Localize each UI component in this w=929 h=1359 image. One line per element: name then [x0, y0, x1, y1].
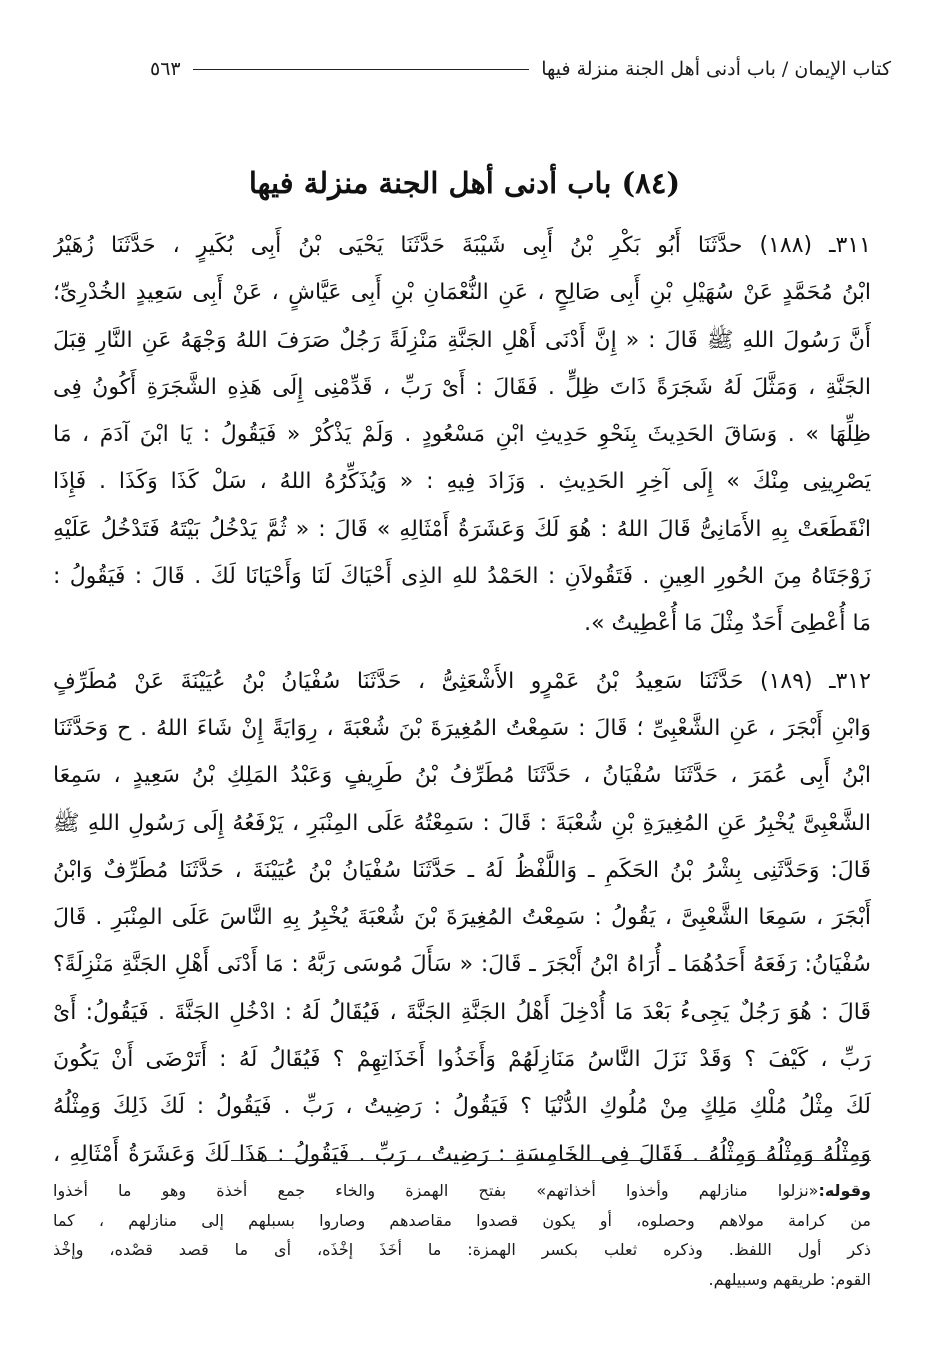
running-header	[150, 52, 891, 86]
text-line: ابْنُ أَبِى عُمَرَ ، حَدَّثَنَا سُفْيَانُ ، حَدَّثَنَا مُطَرِّفُ بْنُ طَرِيفٍ وَعَبْدُ المَلِكِ بْنُ سَعِيدٍ ، سَمِعَا	[53, 763, 871, 789]
text-line: انْقَطَعَتْ بِهِ الأَمَانِىُّ قَالَ اللهُ : هُوَ لَكَ وَعَشَرَةُ أَمْثَالِهِ » قَالَ : « ثُمَّ يَدْخُلُ بَيْتَهُ فَتَدْخُلُ عَلَيْهِ	[53, 516, 871, 542]
text-line: أَنَّ رَسُولَ اللهِ ﷺ قَالَ : « إِنَّ أَدْنَى أَهْلِ الجَنَّةِ مَنْزِلَةً رَجُلٌ صَرَفَ اللهُ وَجْهَهُ عَنِ النَّارِ قِبَلَ	[53, 327, 871, 353]
hadith-311	[53, 222, 871, 648]
footnote	[53, 1176, 871, 1294]
text-line: ابْنُ مُحَمَّدٍ عَنْ سُهَيْلِ بْنِ أَبِى صَالِحٍ ، عَنِ النُّعْمَانِ بْنِ أَبِى عَيَّاشٍ ، عَنْ أَبِى سَعِيدٍ الخُدْرِىِّ؛	[53, 280, 871, 306]
footnote-lead: وقوله:	[818, 1181, 871, 1200]
text-line: وَابْنِ أَبْجَرَ ، عَنِ الشَّعْبِىِّ ؛ قَالَ : سَمِعْتُ المُغِيرَةَ بْنَ شُعْبَةَ ، رِوَايَةً إِنْ شَاءَ اللهُ . ح وَحَدَّثَنَا	[53, 715, 871, 741]
hadith-312	[53, 658, 871, 1178]
text-line: الجَنَّةِ ، وَمَثَّلَ لَهُ شَجَرَةً ذَاتَ ظِلٍّ . فَقَالَ : أَىْ رَبِّ ، قَدِّمْنِى إِلَى هَذِهِ الشَّجَرَةِ أَكُونُ فِى	[53, 374, 871, 400]
text-line: زَوْجَتَاهُ مِنَ الحُورِ العِينِ . فَتَقُولاَنِ : الحَمْدُ للهِ الذِى أَحْيَاكَ لَنَا وَأَحْيَانَا لَكَ . قَالَ : فَيَقُولُ :	[53, 564, 871, 590]
footnote-line: ذكر أول اللفظ. وذكره ثعلب بكسر الهمزة: ما أخَذَ إخْذَه، أى ما قصد قصْده، وإخْذ	[53, 1240, 871, 1259]
text-line: ٣١١ـ (١٨٨) حدَّثَنَا أَبُو بَكْرِ بْنُ أَبِى شَيْبَةَ حَدَّثَنَا يَحْيَى بْنُ أَبِى بُكَيرٍ ، حَدَّثَنَا زُهَيْرُ	[53, 233, 871, 258]
footnote-line: من كرامة مولاهم وحصلوه، أو يكون قصدوا مقاصدهم وصاروا بسبلهم إلى منازلهم ، كما	[53, 1210, 871, 1230]
footnote-line	[53, 1176, 871, 1206]
chapter-title: (٨٤) باب أدنى أهل الجنة منزلة فيها	[248, 166, 681, 200]
text-line: ظِلِّهَا » . وَسَاقَ الحَدِيثَ بِنَحْوِ حَدِيثِ ابْنِ مَسْعُودٍ . وَلَمْ يَذْكُرْ « فَيَقُولُ : يَا ابْنَ آدَمَ ، مَا	[53, 422, 871, 448]
header-rule	[193, 69, 530, 70]
footnote-text: «نزلوا منازلهم وأخذوا أخذاتهم» بفتح الهمزة والخاء جمع أخذة وهو ما أخذوا	[53, 1181, 819, 1200]
text-line: قَالَ : هُوَ رَجُلٌ يَجِىءُ بَعْدَ مَا أُدْخِلَ أَهْلُ الجَنَّةِ الجَنَّةَ ، فَيُقَالُ لَهُ : ادْخُلِ الجَنَّةَ . فَيَقُولُ: أَىْ	[53, 999, 871, 1025]
footnote-line: القوم: طريقهم وسبيلهم.	[708, 1269, 871, 1289]
text-line: رَبِّ ، كَيْفَ ؟ وَقَدْ نَزَلَ النَّاسُ مَنَازِلَهُمْ وَأَخَذُوا أَخَذَاتِهِمْ ؟ فَيُقَالُ لَهُ : أَتَرْضَى أَنْ يَكُونَ	[53, 1047, 871, 1073]
text-line: ٣١٢ـ (١٨٩) حَدَّثَنَا سَعِيدُ بْنُ عَمْرٍو الأَشْعَثِىُّ ، حَدَّثَنَا سُفْيَانُ بْنُ عُيَيْنَةَ عَنْ مُطَرِّفٍ	[53, 668, 871, 694]
running-title: كتاب الإيمان / باب أدنى أهل الجنة منزلة فيها	[541, 58, 891, 80]
text-line: أَبْجَرَ ، سَمِعَا الشَّعْبِىَّ ، يَقُولُ : سَمِعْتُ المُغِيرَةَ بْنَ شُعْبَةَ يُخْبِرُ بِهِ النَّاسَ عَلَى المِنْبَرِ . قَالَ	[53, 905, 871, 931]
text-line: مَا أُعْطِىَ أَحَدٌ مِثْلَ مَا أُعْطِيتُ ».	[584, 611, 871, 637]
page-number: ٥٦٣	[150, 58, 181, 80]
text-line: لَكَ مِثْلُ مُلْكِ مَلِكٍ مِنْ مُلُوكِ الدُّنْيَا ؟ فَيَقُولُ : رَضِيتُ ، رَبِّ . فَيَقُولُ : لَكَ ذَلِكَ وَمِثْلُهُ	[53, 1094, 871, 1120]
text-line: الشَّعْبِىَّ يُخْبِرُ عَنِ المُغِيرَةِ بْنِ شُعْبَةَ : قَالَ : سَمِعْتُهُ عَلَى المِنْبَرِ ، يَرْفَعُهُ إِلَى رَسُولِ اللهِ ﷺ	[53, 810, 871, 836]
text-line: وَمِثْلُهُ وَمِثْلُهُ وَمِثْلُهُ . فَقَالَ فِى الخَامِسَةِ : رَضِيتُ ، رَبِّ . فَيَقُولُ : هَذَا لَكَ وَعَشَرَةُ أَمْثَالِهِ ،	[53, 1141, 871, 1167]
text-line: يَصْرِينِى مِنْكَ » إِلَى آخِرِ الحَدِيثِ . وَزَادَ فِيهِ : « وَيُذَكِّرُهُ اللهُ ، سَلْ كَذَا وَكَذَا . فَإِذَا	[53, 469, 871, 495]
text-line: سُفْيَانُ: رَفَعَهُ أَحَدُهُمَا ـ أُرَاهُ ابْنُ أَبْجَرَ ـ قَالَ: « سَأَلَ مُوسَى رَبَّهُ : مَا أَدْنَى أَهْلِ الجَنَّةِ مَنْزِلَةً؟	[53, 952, 871, 978]
main-text	[53, 222, 871, 1178]
text-line: قَالَ: وَحَدَّثَنِى بِشْرُ بْنُ الحَكَمِ ـ وَاللَّفْظُ لَهُ ـ حَدَّثَنَا سُفْيَانُ بْنُ عُيَيْنَةَ ، حَدَّثَنَا مُطَرِّفٌ وَابْنُ	[53, 857, 871, 883]
footnote-rule	[231, 1160, 871, 1161]
